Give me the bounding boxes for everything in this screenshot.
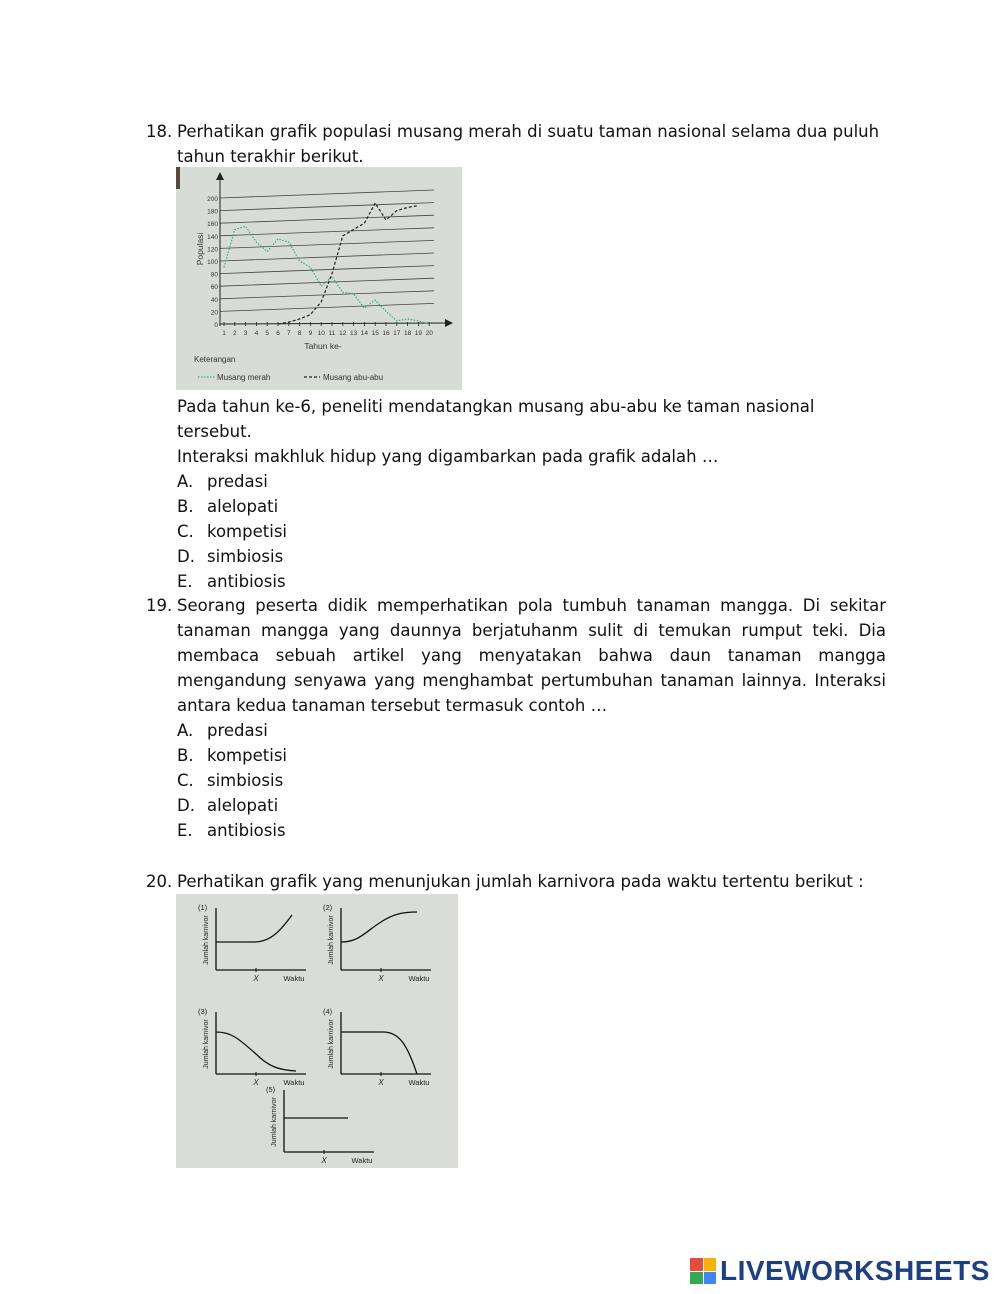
grid-line [220, 190, 434, 198]
y-tick-label: 140 [207, 233, 218, 241]
panel-x-label: Waktu [283, 1078, 305, 1087]
panel-label: (1) [198, 903, 208, 912]
panel-x-label: Waktu [408, 974, 430, 983]
grid-line [220, 240, 434, 248]
x-tick-label: 18 [403, 330, 412, 337]
y-tick-label: 180 [207, 208, 218, 216]
y-tick-label: 40 [210, 296, 218, 304]
x-axis-arrow [445, 319, 453, 327]
grid-line [220, 228, 434, 236]
x-tick-label: 3 [243, 330, 248, 337]
panel-x-label: Waktu [408, 1078, 430, 1087]
question-text-line: tahun terakhir berikut. [177, 147, 364, 166]
x-tick-label: 6 [276, 330, 280, 337]
y-tick-label: 200 [207, 196, 218, 203]
option-d[interactable]: D. simbiosis [177, 547, 284, 566]
y-tick-label: 80 [210, 271, 218, 279]
option-d[interactable]: D. alelopati [177, 796, 279, 815]
panel-curve-flat-then-sharp-drop [341, 1032, 417, 1074]
grid-line [220, 278, 434, 286]
option-c[interactable]: C. kompetisi [177, 522, 287, 541]
option-e[interactable]: E. antibiosis [177, 572, 286, 591]
y-tick-label: 20 [210, 309, 218, 317]
grid-line [220, 303, 434, 311]
grid-line [220, 291, 434, 299]
panel-x-marker: X [253, 1078, 259, 1087]
panel-label: (5) [266, 1085, 276, 1094]
x-tick-label: 9 [308, 330, 313, 337]
legend-label: Musang merah [217, 373, 271, 382]
panel-y-label: Jumlah karnivor [328, 1019, 335, 1069]
y-axis-label: Populasi [195, 232, 205, 266]
y-axis-arrow [216, 172, 224, 180]
photo-edge-shadow [176, 167, 180, 189]
question-18 [146, 119, 886, 169]
panel-label: (3) [198, 1007, 208, 1016]
option-a[interactable]: A. predasi [177, 721, 268, 740]
panel-curve-decline [216, 1032, 296, 1071]
population-chart-svg [176, 167, 462, 390]
grid-line [220, 266, 434, 274]
legend-label: Musang abu-abu [323, 373, 384, 382]
x-tick-label: 20 [425, 330, 433, 337]
panel-x-marker: X [253, 974, 259, 983]
carnivore-graphs-svg [176, 894, 458, 1168]
carnivore-graphs [176, 894, 458, 1168]
question-text-line: Perhatikan grafik populasi musang merah di suatu taman nasional selama dua puluh [177, 122, 880, 141]
question-text: Perhatikan grafik yang menunjukan jumlah karnivora pada waktu tertentu berikut : [177, 872, 864, 891]
question-number: 19. [146, 596, 173, 615]
panel-y-label: Jumlah karnivor [203, 915, 210, 965]
y-tick-label: 120 [207, 246, 218, 254]
y-tick-label: 0 [214, 322, 218, 329]
population-chart [176, 167, 462, 390]
options-list [177, 718, 886, 843]
option-e[interactable]: E. antibiosis [177, 821, 286, 840]
grid-line [220, 253, 434, 261]
panel-x-label: Waktu [351, 1156, 373, 1165]
x-tick-label: 12 [339, 330, 347, 337]
panel-curve-rise-then-plateau [341, 912, 417, 942]
x-tick-label: 13 [349, 330, 358, 337]
question-19 [146, 593, 886, 843]
x-tick-label: 14 [360, 330, 369, 337]
x-tick-label: 10 [317, 330, 325, 337]
x-axis [220, 323, 448, 324]
x-tick-label: 1 [222, 330, 226, 337]
panel-x-marker: X [378, 1078, 384, 1087]
series-line-musang-abu-abu [278, 203, 418, 324]
option-c[interactable]: C. simbiosis [177, 771, 284, 790]
x-tick-label: 4 [254, 330, 259, 337]
question-text: Seorang peserta didik memperhatikan pola tumbuh tanaman mangga. Di sekitar tanaman mangga yang daunnya berjatuhanm sulit di temukan rumput teki. Dia membaca sebuah artikel yang menyatakan bahwa daun tanaman mangga mengandung senyawa yang menghambat pertumbuhan tanaman lainnya. Interaksi antara kedua tanaman tersebut termasuk contoh … [177, 596, 886, 715]
x-tick-label: 15 [371, 330, 379, 337]
option-b[interactable]: B. kompetisi [177, 746, 287, 765]
panel-x-marker: X [378, 974, 384, 983]
liveworksheets-logo [690, 1255, 990, 1287]
y-tick-label: 60 [210, 284, 218, 292]
option-b[interactable]: B. alelopati [177, 497, 279, 516]
question-number: 18. [146, 122, 173, 141]
y-tick-label: 100 [207, 259, 218, 266]
panel-y-label: Jumlah karnivor [328, 915, 335, 965]
y-tick-label: 160 [207, 221, 218, 229]
x-tick-label: 2 [232, 330, 237, 337]
panel-y-label: Jumlah karnivor [271, 1097, 278, 1147]
options-list [177, 469, 886, 594]
x-tick-label: 11 [328, 330, 336, 337]
x-tick-label: 7 [286, 330, 291, 337]
x-tick-label: 5 [265, 330, 270, 337]
x-axis-label: Tahun ke- [304, 341, 342, 351]
question-20 [146, 869, 886, 894]
grid-line [220, 215, 434, 223]
panel-y-label: Jumlah karnivor [203, 1019, 210, 1069]
legend-title: Keterangan [194, 355, 236, 364]
panel-x-label: Waktu [283, 974, 305, 983]
question-text-line: Interaksi makhluk hidup yang digambarkan pada grafik adalah … [177, 447, 719, 466]
panel-curve-flat-then-rise [216, 915, 292, 942]
x-tick-label: 19 [414, 330, 423, 337]
brand-icon [690, 1258, 716, 1284]
panel-label: (2) [323, 903, 333, 912]
x-tick-label: 17 [393, 330, 401, 337]
brand-name: LIVEWORKSHEETS [720, 1255, 990, 1286]
series-line-musang-merah [224, 226, 429, 324]
panel-x-marker: X [321, 1156, 327, 1165]
panel-label: (4) [323, 1007, 333, 1016]
question-text-line: Pada tahun ke-6, peneliti mendatangkan musang abu-abu ke taman nasional tersebut. [177, 397, 815, 441]
x-tick-label: 8 [297, 330, 302, 337]
option-a[interactable]: A. predasi [177, 472, 268, 491]
question-number: 20. [146, 872, 173, 891]
question-18-continued [146, 394, 886, 594]
x-tick-label: 16 [382, 330, 390, 337]
